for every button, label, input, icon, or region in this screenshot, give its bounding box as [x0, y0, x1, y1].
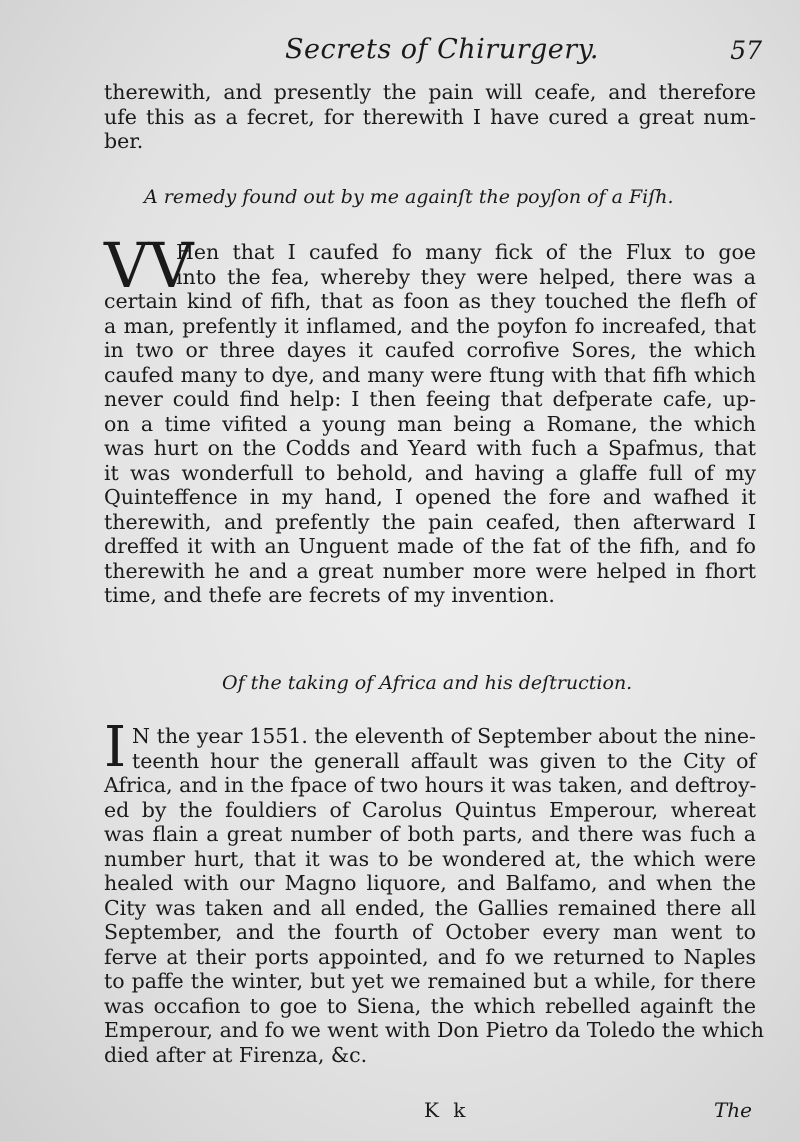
running-header [100, 34, 768, 74]
text-line: never could find help: I then feeing that defperate cafe, up- [104, 387, 756, 411]
page-footer [104, 1098, 756, 1128]
text-line: therewith he and a great number more were helped in fhort [104, 558, 756, 583]
text-line: died after at Firenza, &c. [104, 1042, 368, 1067]
signature-mark: K k [424, 1098, 470, 1122]
drop-capital: VV [104, 229, 194, 302]
text-line: it was wonderfull to behold, and having a glaffe full of my [104, 460, 756, 485]
text-line: ber. [104, 129, 144, 153]
page-number: 57 [730, 36, 762, 65]
text-line: ufe this as a fecret, for therewith I have cured a great num- [104, 104, 756, 129]
text-line: therewith, and presently the pain will ceafe, and therefore [104, 80, 756, 104]
text-line: caufed many to dye, and many were ftung with that fifh which [104, 362, 756, 387]
text-line: was hurt on the Codds and Yeard with fuch a Spafmus, that [104, 436, 756, 460]
section-heading-africa: Of the taking of Africa and his deſtruction. [222, 672, 633, 694]
text-line: time, and thefe are fecrets of my invention. [104, 583, 555, 607]
drop-capital: I [104, 715, 127, 780]
paragraph-africa [104, 715, 764, 1067]
text-line: City was taken and all ended, the Gallies remained there all [104, 895, 756, 920]
text-line: to paffe the winter, but yet we remained but a while, for there [104, 969, 756, 993]
running-title: Secrets of Chirurgery. [285, 34, 599, 65]
paragraph-remedy [104, 229, 756, 608]
text-line: was occafion to goe to Siena, the which rebelled againft the [104, 993, 756, 1018]
text-line: number hurt, that it was to be wondered at, the which were [104, 846, 756, 871]
text-line: Quinteffence in my hand, I opened the fore and wafhed it [104, 485, 756, 509]
section-heading-remedy: A remedy found out by me againſt the poyſon of a Fiſh. [144, 186, 674, 208]
text-line: in two or three dayes it caufed corrofive Sores, the which [104, 338, 756, 362]
text-line: Africa, and in the fpace of two hours it was taken, and deftroy- [104, 773, 757, 797]
text-line: dreffed it with an Unguent made of the fat of the fifh, and fo [104, 534, 756, 558]
text-line: teenth hour the generall affault was given to the City of [132, 748, 756, 773]
text-line: on a time vifited a young man being a Romane, the which [104, 411, 756, 436]
text-line: certain kind of fifh, that as foon as they touched the flefh of [104, 289, 756, 313]
text-line: N the year 1551. the eleventh of September about the nine- [132, 724, 756, 748]
catchword: The [713, 1098, 752, 1122]
paragraph-continuation [104, 80, 756, 154]
text-line: therewith, and prefently the pain ceafed, then afterward I [104, 509, 756, 534]
text-line: ferve at their ports appointed, and fo we returned to Naples [104, 944, 756, 969]
text-line: Emperour, and fo we went with Don Pietro da Toledo the which [104, 1018, 764, 1042]
text-line: Hen that I caufed fo many fick of the Flux to goe [176, 240, 756, 264]
text-line: into the fea, whereby they were helped, there was a [176, 264, 756, 289]
text-line: was flain a great number of both parts, and there was fuch a [104, 822, 756, 846]
text-line: ed by the fouldiers of Carolus Quintus Emperour, whereat [104, 797, 756, 822]
text-line: September, and the fourth of October every man went to [104, 920, 756, 944]
text-line: a man, prefently it inflamed, and the poyfon fo increafed, that [104, 313, 756, 338]
text-line: healed with our Magno liquore, and Balfamo, and when the [104, 871, 756, 895]
